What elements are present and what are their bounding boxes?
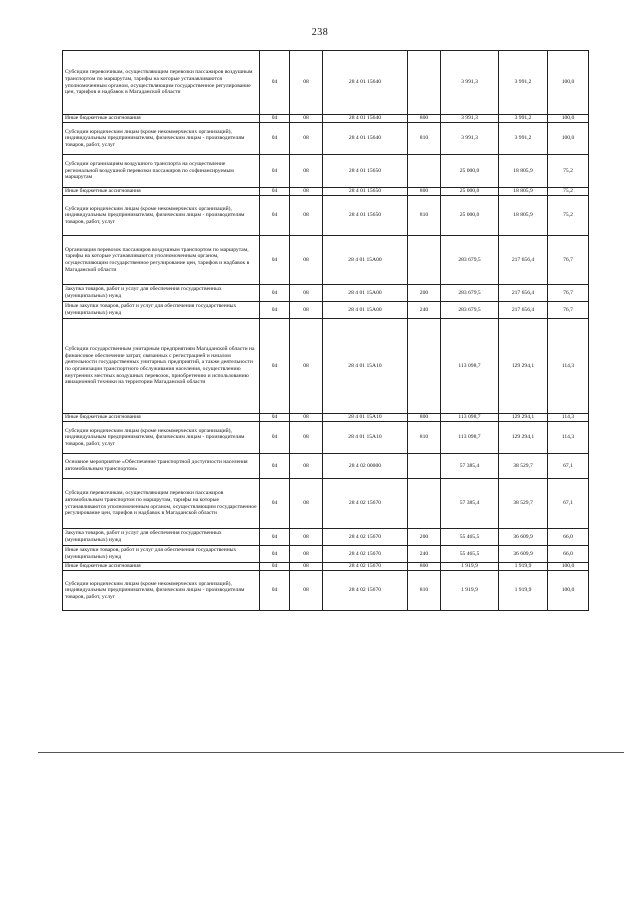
row-target-article-cell: 28 4 02 15670 — [323, 546, 408, 563]
row-section-cell: 04 — [260, 236, 290, 285]
row-expense-type-cell: 800 — [408, 115, 441, 123]
row-name-cell: Закупка товаров, работ и услуг для обеспечения государственных (муниципальных) нужд — [63, 285, 260, 302]
row-percent-cell: 114,3 — [548, 422, 589, 454]
row-percent-cell: 100,0 — [548, 51, 589, 115]
row-target-article-cell: 28 4 01 15А00 — [323, 302, 408, 319]
row-percent-cell: 67,1 — [548, 454, 589, 479]
row-plan-cell: 113 098,7 — [441, 422, 499, 454]
row-expense-type-cell: 810 — [408, 422, 441, 454]
row-target-article-cell: 28 4 01 15640 — [323, 123, 408, 155]
table-row — [63, 454, 589, 479]
row-actual-cell: 18 805,9 — [499, 188, 548, 196]
row-expense-type-cell: 200 — [408, 529, 441, 546]
table-row — [63, 51, 589, 115]
row-target-article-cell: 28 4 01 15650 — [323, 155, 408, 188]
row-subsection-cell: 08 — [290, 51, 323, 115]
row-name-cell: Субсидии перевозчикам, осуществляющим перевозки пассажиров воздушным транспортом по маршрутам, тарифы на которые устанавливаются уполномоченным органом, осуществляющим государственное регулирование цен, тарифов и надбавок в Магаданской области — [63, 51, 260, 115]
row-name-cell: Субсидии государственным унитарным предприятиям Магаданской области на финансовое обеспечение затрат, связанных с регистрацией и началом деятельности государственных унитарных предприятий, а также деятельности по организации транспортного обслуживания населения, осуществлению внутренних местных воздушных перевозок, приобретению и использованию авиационной техники на территории Магаданской области — [63, 319, 260, 414]
row-subsection-cell: 08 — [290, 454, 323, 479]
table-row — [63, 302, 589, 319]
row-section-cell: 04 — [260, 546, 290, 563]
row-subsection-cell: 08 — [290, 414, 323, 422]
table-row — [63, 123, 589, 155]
row-section-cell: 04 — [260, 302, 290, 319]
row-percent-cell: 66,0 — [548, 546, 589, 563]
row-plan-cell: 283 679,5 — [441, 302, 499, 319]
footer-rule — [38, 752, 624, 753]
table-row — [63, 236, 589, 285]
table-row — [63, 563, 589, 571]
row-plan-cell: 1 919,9 — [441, 563, 499, 571]
row-target-article-cell: 28 4 01 15А00 — [323, 285, 408, 302]
row-subsection-cell: 08 — [290, 319, 323, 414]
table-row — [63, 422, 589, 454]
row-section-cell: 04 — [260, 571, 290, 611]
row-plan-cell: 25 000,0 — [441, 188, 499, 196]
row-plan-cell: 113 098,7 — [441, 319, 499, 414]
row-actual-cell: 129 294,1 — [499, 422, 548, 454]
row-name-cell: Субсидии юридическим лицам (кроме некоммерческих организаций), индивидуальным предпринимателям, физическим лицам - производителям товаров, работ, услуг — [63, 196, 260, 236]
row-plan-cell: 283 679,5 — [441, 236, 499, 285]
row-name-cell: Субсидии юридическим лицам (кроме некоммерческих организаций), индивидуальным предпринимателям, физическим лицам - производителям товаров, работ, услуг — [63, 571, 260, 611]
row-actual-cell: 18 805,9 — [499, 196, 548, 236]
row-percent-cell: 114,3 — [548, 319, 589, 414]
row-name-cell: Иные бюджетные ассигнования — [63, 188, 260, 196]
row-percent-cell: 67,1 — [548, 479, 589, 529]
row-subsection-cell: 08 — [290, 571, 323, 611]
row-target-article-cell: 28 4 01 15А10 — [323, 414, 408, 422]
row-expense-type-cell: 240 — [408, 546, 441, 563]
row-actual-cell: 217 656,4 — [499, 285, 548, 302]
budget-table — [62, 50, 589, 611]
row-name-cell: Закупка товаров, работ и услуг для обеспечения государственных (муниципальных) нужд — [63, 529, 260, 546]
table-row — [63, 479, 589, 529]
table-row — [63, 414, 589, 422]
row-name-cell: Субсидии перевозчикам, осуществляющим перевозки пассажиров автомобильным транспортом по маршрутам, тарифы на которые устанавливаются уполномоченным органом, осуществляющим государственное регулирование цен, тарифов и надбавок в Магаданской области — [63, 479, 260, 529]
row-actual-cell: 36 609,9 — [499, 546, 548, 563]
row-expense-type-cell: 200 — [408, 285, 441, 302]
row-subsection-cell: 08 — [290, 422, 323, 454]
row-expense-type-cell: 800 — [408, 563, 441, 571]
row-expense-type-cell: 810 — [408, 196, 441, 236]
row-subsection-cell: 08 — [290, 123, 323, 155]
row-expense-type-cell — [408, 319, 441, 414]
row-plan-cell: 55 465,5 — [441, 529, 499, 546]
row-section-cell: 04 — [260, 529, 290, 546]
row-plan-cell: 57 385,4 — [441, 479, 499, 529]
row-section-cell: 04 — [260, 285, 290, 302]
row-plan-cell: 3 991,3 — [441, 115, 499, 123]
row-expense-type-cell: 800 — [408, 414, 441, 422]
row-target-article-cell: 28 4 01 15640 — [323, 51, 408, 115]
row-name-cell: Субсидии юридическим лицам (кроме некоммерческих организаций), индивидуальным предпринимателям, физическим лицам - производителям товаров, работ, услуг — [63, 422, 260, 454]
row-subsection-cell: 08 — [290, 196, 323, 236]
row-section-cell: 04 — [260, 422, 290, 454]
table-row — [63, 115, 589, 123]
row-actual-cell: 38 529,7 — [499, 479, 548, 529]
row-actual-cell: 129 294,1 — [499, 414, 548, 422]
row-name-cell: Иные закупки товаров, работ и услуг для обеспечения государственных (муниципальных) нужд — [63, 302, 260, 319]
table-row — [63, 546, 589, 563]
row-actual-cell: 129 294,1 — [499, 319, 548, 414]
row-plan-cell: 113 098,7 — [441, 414, 499, 422]
row-percent-cell: 100,0 — [548, 571, 589, 611]
row-percent-cell: 100,0 — [548, 123, 589, 155]
row-section-cell: 04 — [260, 454, 290, 479]
row-plan-cell: 57 385,4 — [441, 454, 499, 479]
row-actual-cell: 3 991,2 — [499, 123, 548, 155]
row-name-cell: Основное мероприятие «Обеспечение транспортной доступности населения автомобильным транспортом» — [63, 454, 260, 479]
row-percent-cell: 100,0 — [548, 563, 589, 571]
row-percent-cell: 66,0 — [548, 529, 589, 546]
row-section-cell: 04 — [260, 479, 290, 529]
row-target-article-cell: 28 4 02 15670 — [323, 563, 408, 571]
row-name-cell: Организация перевозок пассажиров воздушным транспортом по маршрутам, тарифы на которые устанавливаются уполномоченным органом, осуществляющим государственное регулирование цен, тарифов и надбавок в Магаданской области — [63, 236, 260, 285]
row-expense-type-cell — [408, 454, 441, 479]
page-number: 238 — [311, 27, 329, 38]
row-actual-cell: 1 919,9 — [499, 563, 548, 571]
row-plan-cell: 55 465,5 — [441, 546, 499, 563]
row-section-cell: 04 — [260, 123, 290, 155]
row-section-cell: 04 — [260, 155, 290, 188]
row-section-cell: 04 — [260, 319, 290, 414]
row-percent-cell: 114,3 — [548, 414, 589, 422]
row-expense-type-cell — [408, 155, 441, 188]
row-name-cell: Субсидии юридическим лицам (кроме некоммерческих организаций), индивидуальным предпринимателям, физическим лицам - производителям товаров, работ, услуг — [63, 123, 260, 155]
row-actual-cell: 36 609,9 — [499, 529, 548, 546]
row-target-article-cell: 28 4 02 15670 — [323, 529, 408, 546]
table-row — [63, 155, 589, 188]
row-actual-cell: 3 991,2 — [499, 115, 548, 123]
table-row — [63, 285, 589, 302]
row-expense-type-cell — [408, 479, 441, 529]
row-target-article-cell: 28 4 02 15670 — [323, 571, 408, 611]
row-expense-type-cell: 810 — [408, 123, 441, 155]
row-name-cell: Иные бюджетные ассигнования — [63, 563, 260, 571]
row-name-cell: Иные закупки товаров, работ и услуг для обеспечения государственных (муниципальных) нужд — [63, 546, 260, 563]
row-plan-cell: 3 991,3 — [441, 51, 499, 115]
row-target-article-cell: 28 4 02 00000 — [323, 454, 408, 479]
row-percent-cell: 100,0 — [548, 115, 589, 123]
row-percent-cell: 76,7 — [548, 285, 589, 302]
row-section-cell: 04 — [260, 188, 290, 196]
row-subsection-cell: 08 — [290, 546, 323, 563]
table-row — [63, 571, 589, 611]
row-percent-cell: 75,2 — [548, 155, 589, 188]
row-expense-type-cell — [408, 236, 441, 285]
row-target-article-cell: 28 4 01 15650 — [323, 196, 408, 236]
row-subsection-cell: 08 — [290, 236, 323, 285]
row-target-article-cell: 28 4 01 15А10 — [323, 422, 408, 454]
row-target-article-cell: 28 4 01 15А00 — [323, 236, 408, 285]
row-subsection-cell: 08 — [290, 479, 323, 529]
table-row — [63, 188, 589, 196]
row-percent-cell: 75,2 — [548, 196, 589, 236]
row-percent-cell: 76,7 — [548, 302, 589, 319]
row-subsection-cell: 08 — [290, 285, 323, 302]
row-actual-cell: 217 656,4 — [499, 236, 548, 285]
row-section-cell: 04 — [260, 51, 290, 115]
row-name-cell: Иные бюджетные ассигнования — [63, 414, 260, 422]
row-percent-cell: 75,2 — [548, 188, 589, 196]
row-expense-type-cell — [408, 51, 441, 115]
row-section-cell: 04 — [260, 115, 290, 123]
row-subsection-cell: 08 — [290, 563, 323, 571]
row-expense-type-cell: 800 — [408, 188, 441, 196]
row-subsection-cell: 08 — [290, 529, 323, 546]
row-subsection-cell: 08 — [290, 155, 323, 188]
row-plan-cell: 1 919,9 — [441, 571, 499, 611]
row-actual-cell: 3 991,2 — [499, 51, 548, 115]
table-row — [63, 196, 589, 236]
row-expense-type-cell: 240 — [408, 302, 441, 319]
row-actual-cell: 18 805,9 — [499, 155, 548, 188]
row-target-article-cell: 28 4 02 15670 — [323, 479, 408, 529]
table-row — [63, 319, 589, 414]
row-section-cell: 04 — [260, 196, 290, 236]
row-actual-cell: 1 919,9 — [499, 571, 548, 611]
row-plan-cell: 283 679,5 — [441, 285, 499, 302]
row-subsection-cell: 08 — [290, 188, 323, 196]
row-name-cell: Субсидии организациям воздушного транспорта на осуществление региональной воздушной перевозки пассажиров по софинансируемым маршрутам — [63, 155, 260, 188]
row-plan-cell: 3 991,3 — [441, 123, 499, 155]
row-actual-cell: 38 529,7 — [499, 454, 548, 479]
row-target-article-cell: 28 4 01 15640 — [323, 115, 408, 123]
row-name-cell: Иные бюджетные ассигнования — [63, 115, 260, 123]
row-section-cell: 04 — [260, 414, 290, 422]
table-row — [63, 529, 589, 546]
row-actual-cell: 217 656,4 — [499, 302, 548, 319]
row-percent-cell: 76,7 — [548, 236, 589, 285]
row-section-cell: 04 — [260, 563, 290, 571]
row-plan-cell: 25 000,0 — [441, 155, 499, 188]
row-target-article-cell: 28 4 01 15650 — [323, 188, 408, 196]
row-expense-type-cell: 810 — [408, 571, 441, 611]
row-target-article-cell: 28 4 01 15А10 — [323, 319, 408, 414]
row-subsection-cell: 08 — [290, 115, 323, 123]
row-subsection-cell: 08 — [290, 302, 323, 319]
table-body — [63, 51, 589, 611]
row-plan-cell: 25 000,0 — [441, 196, 499, 236]
